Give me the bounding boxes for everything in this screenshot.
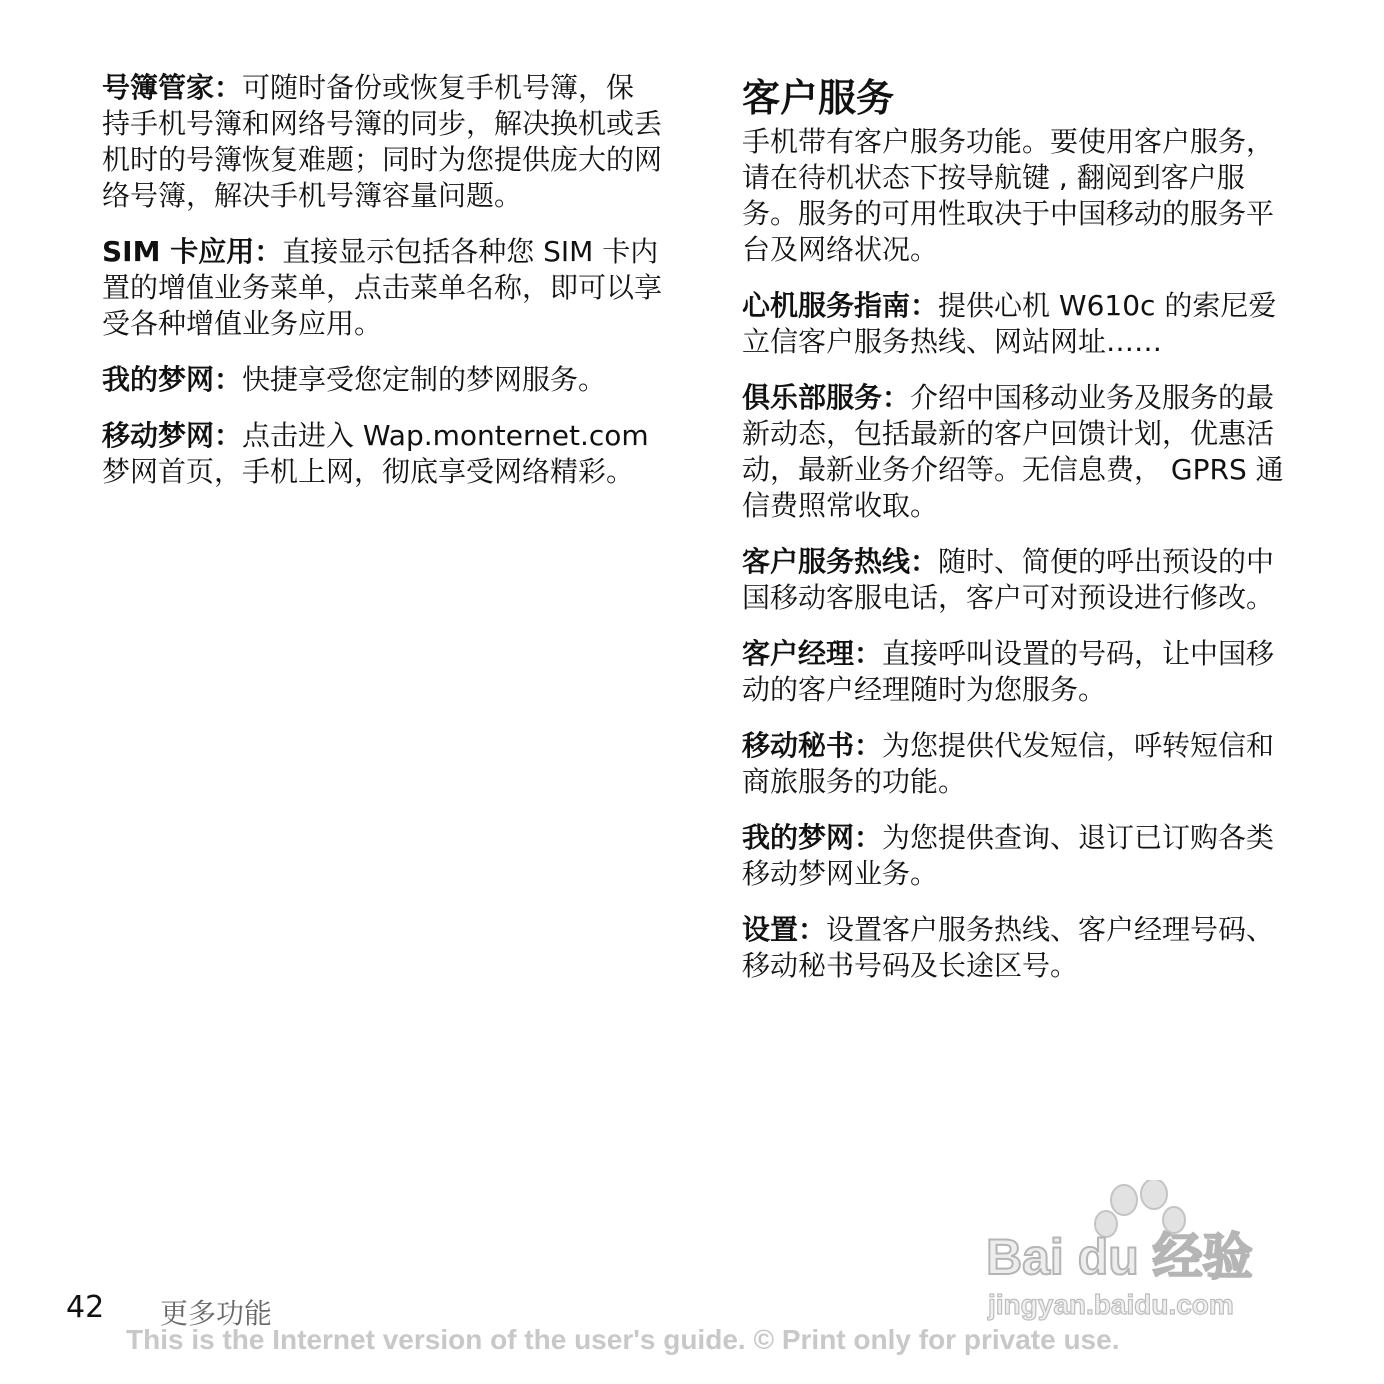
entry-text: 直接呼叫设置的号码，让中国移动的客户经理随时为您服务。 [742,637,1275,706]
entry-service-hotline [742,544,1290,616]
entry-my-monternet-service [742,820,1290,892]
left-column [102,70,662,510]
entry-text: 随时、简便的呼出预设的中国移动客服电话，客户可对预设进行修改。 [742,545,1275,614]
entry-term: 移动秘书： [742,729,883,762]
section-title: 客户服务 [742,76,895,120]
entry-sim-apps [102,234,662,342]
entry-term: 客户服务热线： [742,545,939,578]
entry-term: 号簿管家： [102,71,243,104]
entry-text: 设置客户服务热线、客户经理号码、移动秘书号码及长途区号。 [742,913,1275,982]
print-notice: This is the Internet version of the user's guide. © Print only for private use. [126,1324,1120,1355]
entry-term: 移动梦网： [102,419,243,452]
entry-term: 我的梦网： [102,363,243,396]
section-intro: 手机带有客户服务功能。要使用客户服务，请在待机状态下按导航键 , 翻阅到客户服务。服务的可用性取决于中国移动的服务平台及网络状况。 [742,125,1275,266]
entry-term: 心机服务指南： [742,289,939,322]
entry-text: 介绍中国移动业务及服务的最新动态，包括最新的客户回馈计划，优惠活动，最新业务介绍等。无信息费， GPRS 通信费照常收取。 [742,381,1284,522]
baidu-jingyan-watermark [982,1180,1312,1330]
entry-text: 为您提供代发短信，呼转短信和商旅服务的功能。 [742,729,1275,798]
entry-text: 点击进入 Wap.monternet.com 梦网首页，手机上网，彻底享受网络精彩。 [102,419,649,488]
entry-text: 快捷享受您定制的梦网服务。 [242,363,607,396]
footer-section-name: 更多功能 [160,1297,273,1330]
entry-my-monternet [102,362,662,398]
entry-text: 直接显示包括各种您 SIM 卡内置的增值业务菜单，点击菜单名称，即可以享受各种增值业务应用。 [102,235,663,340]
entry-account-manager [742,636,1290,708]
entry-term: 客户经理： [742,637,883,670]
entry-term: 俱乐部服务： [742,381,911,414]
entry-contacts-manager [102,70,662,214]
entry-mobile-monternet [102,418,662,490]
watermark-logo-text: Bai du 经验 [986,1229,1253,1285]
entry-term: 我的梦网： [742,821,883,854]
entry-text: 可随时备份或恢复手机号簿，保持手机号簿和网络号簿的同步，解决换机或丢机时的号簿恢复难题；同时为您提供庞大的网络号簿，解决手机号簿容量问题。 [102,71,663,212]
page-number: 42 [66,1290,105,1325]
entry-settings [742,912,1290,984]
entry-mobile-secretary [742,728,1290,800]
entry-service-guide [742,288,1290,360]
entry-term: SIM 卡应用： [102,235,283,268]
entry-club-service [742,380,1290,524]
entry-term: 设置： [742,913,827,946]
watermark-url: jingyan.baidu.com [988,1289,1234,1320]
entry-text: 为您提供查询、退订已订购各类移动梦网业务。 [742,821,1275,890]
right-column [742,70,1290,1004]
entry-text: 提供心机 W610c 的索尼爱立信客户服务热线、网站网址…… [742,289,1277,358]
